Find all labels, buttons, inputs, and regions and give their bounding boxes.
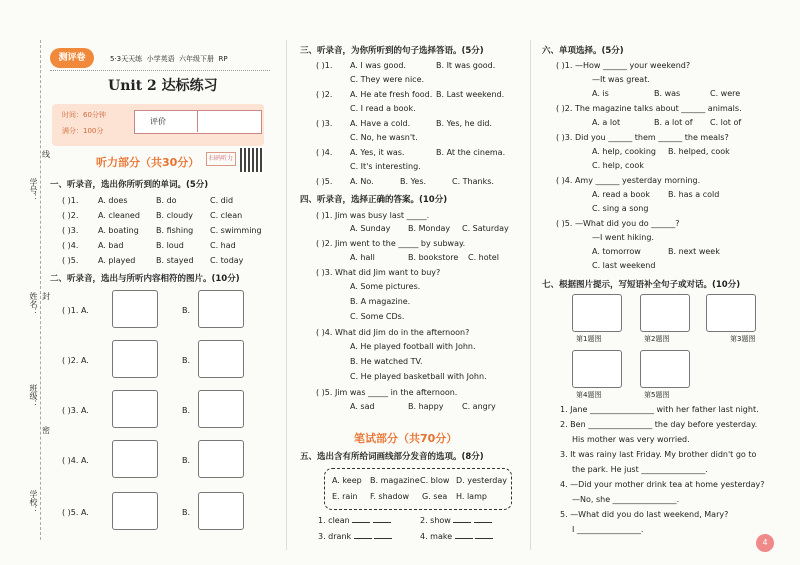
- s1-opt-c: C. had: [210, 241, 236, 250]
- s5-item: 2. show: [420, 516, 492, 526]
- s2-b: B.: [182, 356, 191, 365]
- picture-3a: [112, 390, 158, 428]
- s6-opt: A. tomorrow: [592, 247, 641, 256]
- section3-title: 三、听录音，为你所听到的句子选择答语。(5分): [300, 46, 484, 56]
- s3-opt-c: C. Thanks.: [452, 177, 494, 186]
- picture-4a: [112, 440, 158, 478]
- section7-title: 七、根据图片提示，写短语补全句子或对话。(10分): [542, 280, 741, 290]
- series-label: 5·3天天练 小学英语 六年级下册 RP: [110, 55, 228, 63]
- s7-sentence: I ________________.: [572, 525, 644, 534]
- picture-2b: [198, 340, 244, 378]
- picture-5b: [198, 492, 244, 530]
- s7-sentence: 4. —Did your mother drink tea at home yesterday?: [560, 480, 765, 489]
- figure-caption: 第5题图: [644, 391, 670, 399]
- picture-1a: [112, 290, 158, 328]
- s4-opt: A. sad: [350, 402, 375, 411]
- name-label: 姓名：: [29, 292, 38, 316]
- s3-opt-c: C. It's interesting.: [350, 162, 421, 171]
- s3-num: ( )2.: [316, 90, 333, 99]
- s5-item: 1. clean: [318, 516, 391, 526]
- s1-opt-a: A. bad: [98, 241, 124, 250]
- xian-mark: 线: [42, 150, 50, 159]
- picture-7-4: [572, 350, 622, 388]
- s6-question: ( )2. The magazine talks about ______ animals.: [556, 104, 742, 113]
- s3-opt-a: A. Yes, it was.: [350, 148, 405, 157]
- s4-opt: B. He watched TV.: [350, 357, 423, 366]
- s4-question: ( )5. Jim was _____ in the afternoon.: [316, 388, 458, 397]
- figure-caption: 第4题图: [576, 391, 602, 399]
- s1-opt-c: C. clean: [210, 211, 243, 220]
- s4-opt: C. Some CDs.: [350, 312, 405, 321]
- s6-opt: B. a lot of: [654, 118, 693, 127]
- answer-blank[interactable]: [475, 538, 493, 539]
- picture-1b: [198, 290, 244, 328]
- s5-option: B. magazine: [370, 476, 420, 485]
- s6-opt: A. read a book: [592, 190, 650, 199]
- s6-opt: B. next week: [668, 247, 720, 256]
- s6-opt: C. help, cook: [592, 161, 644, 170]
- s3-opt-a: A. He ate fresh food.: [350, 90, 433, 99]
- answer-blank[interactable]: [354, 538, 372, 539]
- s1-num: ( )5.: [62, 256, 79, 265]
- s2-num: ( )5. A.: [62, 508, 89, 517]
- s4-opt: B. happy: [408, 402, 444, 411]
- s5-item: 4. make: [420, 532, 493, 542]
- qr-note: 扫码听力: [206, 152, 236, 166]
- picture-7-2: [640, 294, 690, 332]
- s7-sentence: His mother was very worried.: [572, 435, 690, 444]
- answer-blank[interactable]: [455, 538, 473, 539]
- picture-7-3: [706, 294, 756, 332]
- s7-sentence: 2. Ben ________________ the day before yesterday.: [560, 420, 758, 429]
- answer-blank[interactable]: [453, 522, 471, 523]
- s2-b: B.: [182, 456, 191, 465]
- answer-blank[interactable]: [374, 538, 392, 539]
- s3-opt-c: C. I read a book.: [350, 104, 416, 113]
- s7-sentence: 5. —What did you do last weekend, Mary?: [560, 510, 729, 519]
- s6-question: ( )3. Did you ______ them ______ the meals?: [556, 133, 729, 142]
- s5-option: H. lamp: [456, 492, 487, 501]
- s3-opt-a: A. I was good.: [350, 61, 406, 70]
- s3-num: ( )3.: [316, 119, 333, 128]
- s6-opt: C. sing a song: [592, 204, 649, 213]
- evaluate-divider: [197, 110, 198, 132]
- column-divider: [286, 40, 287, 550]
- s1-opt-a: A. cleaned: [98, 211, 140, 220]
- s5-item: 3. drank: [318, 532, 392, 542]
- s5-option: E. rain: [332, 492, 358, 501]
- answer-blank[interactable]: [373, 522, 391, 523]
- mi-mark: 密: [42, 426, 50, 435]
- test-badge: 测评卷: [50, 48, 94, 68]
- s4-opt: B. bookstore: [408, 253, 459, 262]
- s6-opt: B. was: [654, 89, 681, 98]
- picture-4b: [198, 440, 244, 478]
- section4-title: 四、听录音，选择正确的答案。(10分): [300, 195, 448, 205]
- s6-question: ( )1. —How ______ your weekend?: [556, 61, 691, 70]
- written-heading: 笔试部分（共70分）: [354, 432, 458, 445]
- s4-question: ( )3. What did Jim want to buy?: [316, 268, 441, 277]
- s2-b: B.: [182, 306, 191, 315]
- s5-option: D. yesterday: [456, 476, 507, 485]
- s3-opt-a: A. Have a cold.: [350, 119, 411, 128]
- phonics-option-box: [324, 468, 512, 510]
- school-label: 学校：: [29, 490, 38, 514]
- score-label: 满分：100分: [62, 127, 104, 135]
- s6-opt: A. a lot: [592, 118, 621, 127]
- s6-opt: B. helped, cook: [668, 147, 730, 156]
- s1-opt-c: C. today: [210, 256, 244, 265]
- s6-question: ( )5. —What did you do ______?: [556, 219, 680, 228]
- picture-2a: [112, 340, 158, 378]
- evaluate-label: 评价: [150, 117, 166, 126]
- s6-question: —It was great.: [592, 75, 650, 84]
- s7-sentence: 3. It was rainy last Friday. My brother didn't go to: [560, 450, 757, 459]
- s2-num: ( )2. A.: [62, 356, 89, 365]
- s1-num: ( )2.: [62, 211, 79, 220]
- s7-sentence: the park. He just ________________.: [572, 465, 708, 474]
- time-label: 时间：60分钟: [62, 111, 106, 119]
- s1-opt-b: B. fishing: [156, 226, 194, 235]
- column-divider: [530, 40, 531, 550]
- figure-caption: 第1题图: [576, 335, 602, 343]
- s6-question: —I went hiking.: [592, 233, 654, 242]
- s2-num: ( )3. A.: [62, 406, 89, 415]
- s2-num: ( )1. A.: [62, 306, 89, 315]
- student-no-label: 学号：: [29, 178, 38, 202]
- s1-opt-a: A. does: [98, 196, 128, 205]
- s4-opt: B. Monday: [408, 224, 451, 233]
- s5-option: F. shadow: [370, 492, 410, 501]
- s2-b: B.: [182, 508, 191, 517]
- s1-opt-b: B. stayed: [156, 256, 194, 265]
- s3-num: ( )4.: [316, 148, 333, 157]
- s5-option: C. blow: [420, 476, 450, 485]
- figure-caption: 第3题图: [730, 335, 756, 343]
- s4-question: ( )4. What did Jim do in the afternoon?: [316, 328, 470, 337]
- s6-opt: C. were: [710, 89, 741, 98]
- s4-opt: A. Some pictures.: [350, 282, 421, 291]
- s4-opt: A. He played football with John.: [350, 342, 476, 351]
- s6-question: ( )4. Amy ______ yesterday morning.: [556, 176, 701, 185]
- s4-opt: C. hotel: [468, 253, 499, 262]
- s3-opt-b: B. Last weekend.: [436, 90, 505, 99]
- picture-7-1: [572, 294, 622, 332]
- s6-opt: A. is: [592, 89, 609, 98]
- s4-question: ( )1. Jim was busy last _____.: [316, 211, 430, 220]
- qr-code-icon[interactable]: [240, 148, 264, 172]
- s3-num: ( )1.: [316, 61, 333, 70]
- s6-opt: C. lot of: [710, 118, 742, 127]
- s3-opt-c: C. They were nice.: [350, 75, 425, 84]
- section5-title: 五、选出含有所给词画线部分发音的选项。(8分): [300, 452, 484, 462]
- s7-sentence: —No, she ________________.: [572, 495, 680, 504]
- s3-opt-c: C. No, he wasn't.: [350, 133, 418, 142]
- figure-caption: 第2题图: [644, 335, 670, 343]
- feng-mark: 封: [42, 292, 50, 301]
- answer-blank[interactable]: [352, 522, 370, 523]
- page-number: 4: [756, 534, 774, 552]
- section1-title: 一、听录音，选出你所听到的单词。(5分): [50, 180, 209, 190]
- s1-num: ( )1.: [62, 196, 79, 205]
- s3-opt-b: B. Yes.: [400, 177, 427, 186]
- s5-option: A. keep: [332, 476, 362, 485]
- s1-opt-b: B. loud: [156, 241, 184, 250]
- class-label: 班级：: [29, 384, 38, 408]
- s2-num: ( )4. A.: [62, 456, 89, 465]
- s3-opt-b: B. At the cinema.: [436, 148, 506, 157]
- listening-heading: 听力部分（共30分）: [96, 156, 200, 169]
- s3-opt-b: B. It was good.: [436, 61, 496, 70]
- s1-opt-c: C. swimming: [210, 226, 262, 235]
- s4-opt: A. Sunday: [350, 224, 391, 233]
- header-rule: [50, 70, 270, 71]
- section6-title: 六、单项选择。(5分): [542, 46, 624, 56]
- s6-opt: C. last weekend: [592, 261, 656, 270]
- s1-num: ( )4.: [62, 241, 79, 250]
- s1-opt-a: A. boating: [98, 226, 139, 235]
- page-title: Unit 2 达标练习: [108, 78, 218, 94]
- answer-blank[interactable]: [474, 522, 492, 523]
- s4-opt: B. A magazine.: [350, 297, 411, 306]
- s3-opt-a: A. No.: [350, 177, 374, 186]
- s4-opt: C. angry: [462, 402, 496, 411]
- section2-title: 二、听录音，选出与所听内容相符的图片。(10分): [50, 274, 240, 284]
- s7-sentence: 1. Jane ________________ with her father last night.: [560, 405, 759, 414]
- s5-option: G. sea: [422, 492, 448, 501]
- picture-5a: [112, 492, 158, 530]
- s3-num: ( )5.: [316, 177, 333, 186]
- s2-b: B.: [182, 406, 191, 415]
- s1-num: ( )3.: [62, 226, 79, 235]
- s4-opt: C. Saturday: [462, 224, 509, 233]
- s1-opt-b: B. do: [156, 196, 177, 205]
- s4-opt: C. He played basketball with John.: [350, 372, 487, 381]
- s4-question: ( )2. Jim went to the _____ by subway.: [316, 239, 466, 248]
- s1-opt-a: A. played: [98, 256, 136, 265]
- s6-opt: B. has a cold: [668, 190, 720, 199]
- s1-opt-b: B. cloudy: [156, 211, 193, 220]
- s6-opt: A. help, cooking: [592, 147, 656, 156]
- s3-opt-b: B. Yes, he did.: [436, 119, 493, 128]
- s4-opt: A. hall: [350, 253, 375, 262]
- picture-7-5: [640, 350, 690, 388]
- s1-opt-c: C. did: [210, 196, 234, 205]
- binding-line: [40, 40, 41, 540]
- picture-3b: [198, 390, 244, 428]
